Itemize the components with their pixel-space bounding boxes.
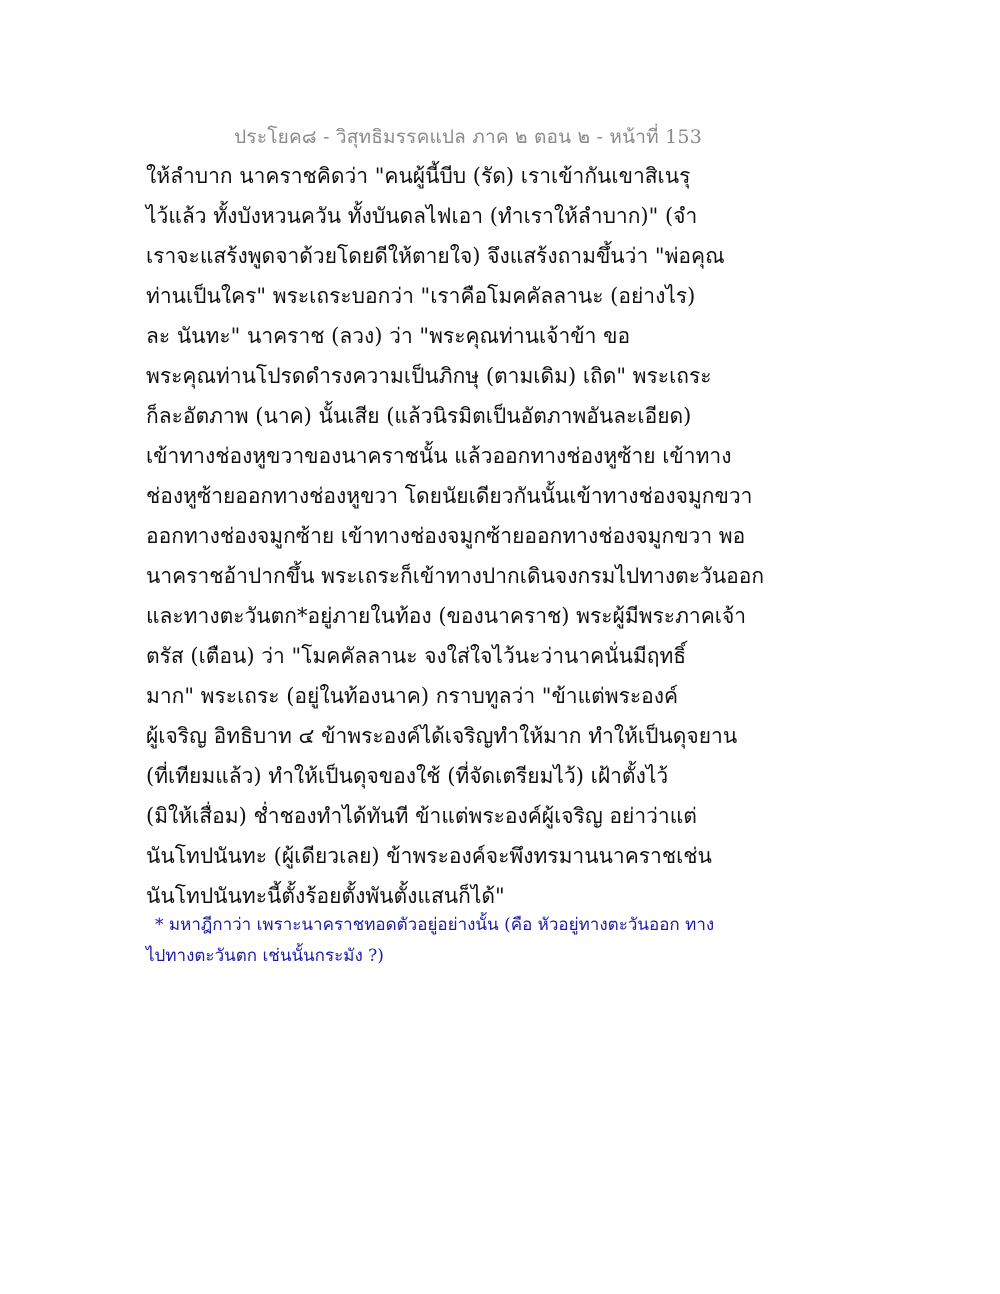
body-line: (ที่เทียมแล้ว) ทำให้เป็นดุจของใช้ (ที่จัดเตรียมไว้) เฝ้าตั้งไว้	[146, 764, 669, 788]
body-line: เข้าทางช่องหูขวาของนาคราชนั้น แล้วออกทางช่องหูซ้าย เข้าทาง	[146, 444, 732, 468]
body-text	[146, 156, 765, 916]
footnote-line: * มหาฎีกาว่า เพราะนาคราชทอดตัวอยู่อย่างนั้น (คือ หัวอยู่ทางตะวันออก ทาง	[155, 915, 715, 935]
body-line: และทางตะวันตก*อยู่ภายในท้อง (ของนาคราช) พระผู้มีพระภาคเจ้า	[146, 604, 747, 628]
body-line: ให้ลำบาก นาคราชคิดว่า "คนผู้นี้บีบ (รัด) เราเข้ากันเขาสิเนรุ	[146, 164, 691, 188]
body-line: นันโทปนันทะ (ผู้เดียวเลย) ข้าพระองค์จะพึงทรมานนาคราชเช่น	[146, 844, 712, 868]
body-line: ก็ละอัตภาพ (นาค) นั้นเสีย (แล้วนิรมิตเป็นอัตภาพอันละเอียด)	[146, 404, 692, 428]
body-line: ออกทางช่องจมูกซ้าย เข้าทางช่องจมูกซ้ายออกทางช่องจมูกขวา พอ	[146, 524, 746, 548]
body-line: (มิให้เสื่อม) ช่ำชองทำได้ทันที ข้าแต่พระองค์ผู้เจริญ อย่าว่าแต่	[146, 804, 697, 828]
body-line: นาคราชอ้าปากขึ้น พระเถระก็เข้าทางปากเดินจงกรมไปทางตะวันออก	[146, 564, 765, 588]
body-line: ละ นันทะ" นาคราช (ลวง) ว่า "พระคุณท่านเจ้าข้า ขอ	[146, 324, 631, 348]
body-line: พระคุณท่านโปรดดำรงความเป็นภิกษุ (ตามเดิม) เถิด" พระเถระ	[146, 364, 712, 388]
footnote	[146, 910, 726, 972]
footnote-line: ไปทางตะวันตก เช่นนั้นกระมัง ?)	[146, 946, 384, 966]
running-header: ประโยค๘ - วิสุทธิมรรคแปล ภาค ๒ ตอน ๒ - หน้าที่ 153	[234, 126, 702, 148]
body-line: ตรัส (เตือน) ว่า "โมคคัลลานะ จงใส่ใจไว้นะว่านาคนั่นมีฤทธิ์	[146, 644, 687, 668]
body-line: ช่องหูซ้ายออกทางช่องหูขวา โดยนัยเดียวกันนั้นเข้าทางช่องจมูกขวา	[146, 484, 753, 508]
body-line: ท่านเป็นใคร" พระเถระบอกว่า "เราคือโมคคัลลานะ (อย่างไร)	[146, 284, 696, 308]
body-line: มาก" พระเถระ (อยู่ในท้องนาค) กราบทูลว่า "ข้าแต่พระองค์	[146, 684, 679, 708]
body-line: นันโทปนันทะนี้ตั้งร้อยตั้งพันตั้งแสนก็ได้"	[146, 884, 505, 908]
body-line: ผู้เจริญ อิทธิบาท ๔ ข้าพระองค์ได้เจริญทำให้มาก ทำให้เป็นดุจยาน	[146, 724, 738, 748]
body-line: เราจะแสร้งพูดจาด้วยโดยดีให้ตายใจ) จึงแสร้งถามขึ้นว่า "พ่อคุณ	[146, 244, 725, 268]
body-line: ไว้แล้ว ทั้งบังหวนควัน ทั้งบันดลไฟเอา (ทำเราให้ลำบาก)" (จำ	[146, 204, 698, 228]
